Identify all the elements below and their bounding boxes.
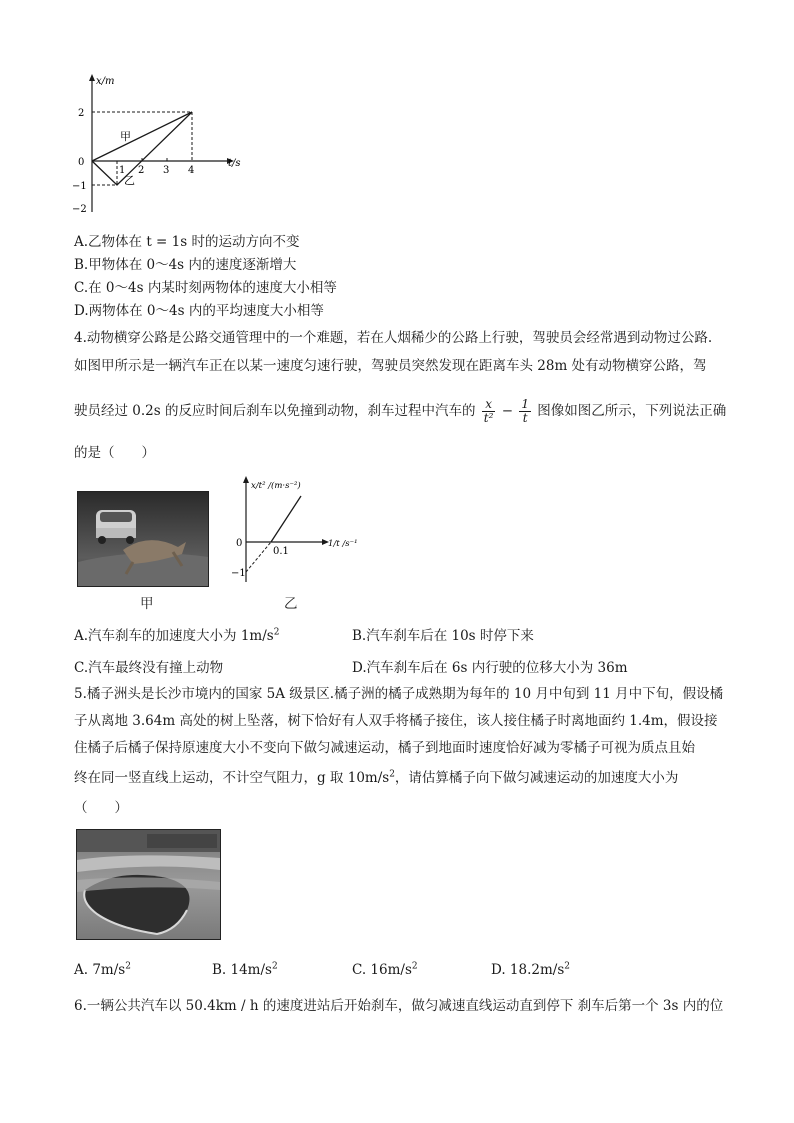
q4-option-c: C.汽车最终没有撞上动物 [74,660,224,676]
car-animal-photo [77,491,209,587]
q3-option-c: C.在 0～4s 内某时刻两物体的速度大小相等 [74,280,337,296]
graph1-ytick-0: 0 [78,157,85,168]
q5-option-b: B. $14m/s^2$ [212,961,278,978]
q3-option-a: A.乙物体在 t = 1s 时的运动方向不变 [74,234,300,250]
q4-option-d: D.汽车刹车后在 6s 内行驶的位移大小为 36m [352,660,628,676]
fraction-x-over-t2: $\frac{x}{\text{t²}}$ [483,397,494,425]
q5-option-d: D. $18.2m/s^2$ [491,961,570,978]
series-jia-label: 甲 [120,130,131,143]
graph2-x-label: 1/t /s⁻¹ [328,539,358,549]
graph1-y-label: x/m [96,76,115,87]
q5-option-a: A. $7m/s^2$ [74,961,131,978]
graph1-xtick-3: 3 [163,165,170,176]
graph1-xtick-1: 1 [119,165,126,176]
graph2-y-label: x/t² /(m·s⁻²) [251,481,301,491]
q4-line-3 [74,398,726,425]
graph1-ytick-2: 2 [78,108,85,119]
q6-line-1: 6.一辆公共汽车以 50.4km / h 的速度进站后开始刹车，做匀减速直线运动直到停下 刹车后第一个 3s 内的位 [74,998,724,1014]
q5-line-1: 5.橘子洲头是长沙市境内的国家 5A 级景区.橘子洲的橘子成熟期为每年的 10 月中旬到 11 月中下旬，假设橘 [74,686,724,702]
series-yi-label: 乙 [124,174,135,187]
q4-dash: − [501,403,514,419]
q5-line-5: （ ） [74,800,128,816]
graph2-dashed-line [246,542,271,572]
q4-line-3-before: 驶员经过 0.2s 的反应时间后刹车以免撞到动物，刹车过程中汽车的 [74,403,476,419]
series-jia-line [92,112,192,161]
q5-line-2: 子从离地 3.64m 高处的树上坠落，树下恰好有人双手将橘子接住，该人接住橘子时离地面约 1.4m，假设接 [74,713,718,729]
graph1-ytick-neg1: −1 [72,181,87,192]
fig-label-jia: 甲 [140,596,154,612]
q5-option-c: C. $16m/s^2$ [352,961,418,978]
orange-island-photo [76,829,221,940]
q3-option-d: D.两物体在 0～4s 内的平均速度大小相等 [74,303,324,319]
q5-line-4: 终在同一竖直线上运动，不计空气阻力，g 取 $10m/s^2$，请估算橘子向下做匀减速运动的加速度大小为 [74,769,679,786]
q4-line-1: 4.动物横穿公路是公路交通管理中的一个难题，若在人烟稀少的公路上行驶，驾驶员会经常遇到动物过公路. [74,330,713,346]
graph2-tick-x: 0.1 [273,546,289,557]
graph1-xtick-2: 2 [138,165,145,176]
graph1-x-label: t/s [228,158,241,169]
graph2-solid-line [271,496,301,542]
xt2-vs-1t-graph [225,468,365,586]
fig-label-yi: 乙 [284,596,298,612]
graph1-ytick-neg2: −2 [72,204,87,215]
q4-line-4: 的是（ ） [74,445,155,461]
q5-line-3: 住橘子后橘子保持原速度大小不变向下做匀减速运动，橘子到地面时速度恰好减为零橘子可视为质点且始 [74,740,695,756]
q4-option-b: B.汽车刹车后在 10s 时停下来 [352,628,534,644]
q4-option-a: A.汽车刹车的加速度大小为 $1m/s^2$ [74,627,280,644]
q3-option-b: B.甲物体在 0～4s 内的速度逐渐增大 [74,257,297,273]
xt-graph [58,72,248,222]
graph1-xtick-4: 4 [188,165,195,176]
graph2-tick-y: −1 [231,568,246,579]
fraction-1-over-t: $\frac{1}{t}$ [521,397,529,425]
q4-line-3-after: 图像如图乙所示，下列说法正确 [537,403,727,419]
q4-line-2: 如图甲所示是一辆汽车正在以某一速度匀速行驶，驾驶员突然发现在距离车头 28m 处有动物横穿公路，驾 [74,358,707,374]
graph2-tick-zero: 0 [236,538,243,549]
